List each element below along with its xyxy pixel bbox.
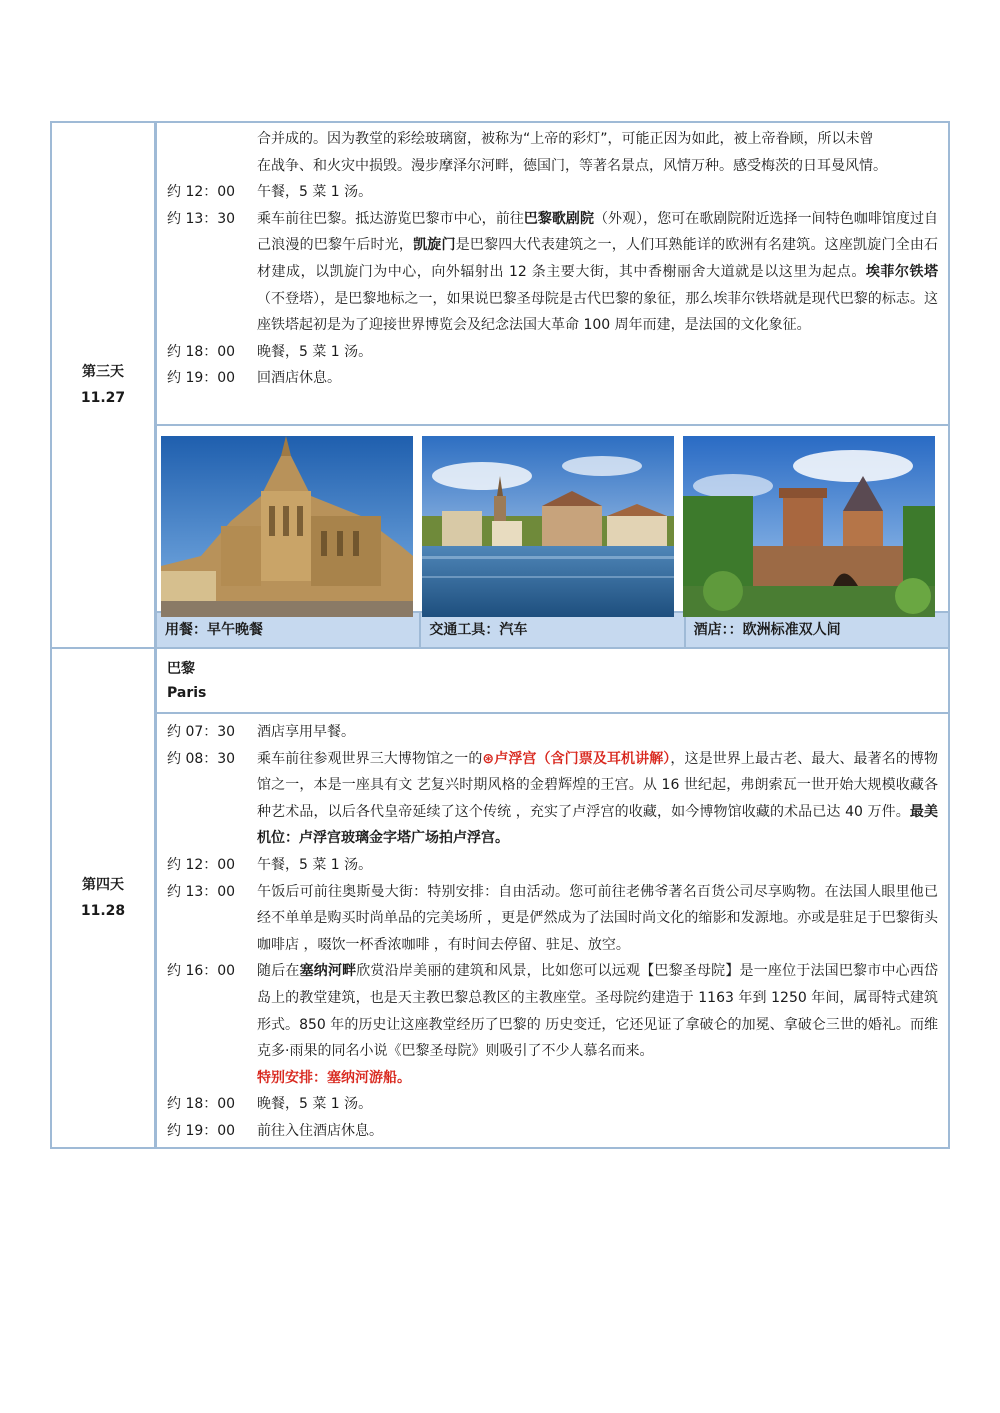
day3-content <box>157 123 948 647</box>
text: 乘车前往巴黎。抵达游览巴黎市中心，前往 <box>257 210 524 227</box>
schedule-desc: 酒店享用早餐。 <box>257 724 355 740</box>
special-arrangement: 特别安排：塞纳河游船。 <box>257 1069 411 1086</box>
schedule-item <box>167 879 938 959</box>
day4-section <box>50 649 950 1149</box>
city-name-en: Paris <box>167 685 207 701</box>
day3-intro-line1: 合并成的。因为教堂的彩绘玻璃窗，被称为“上帝的彩灯”，可能正因为如此，被上帝眷顾，所以未曾 <box>257 131 874 147</box>
schedule-item <box>167 746 938 852</box>
schedule-desc: 晚餐，5 菜 1 汤。 <box>257 1096 373 1113</box>
schedule-item <box>167 1091 938 1118</box>
text: ，这是世界上最古老、最大、最著名的博物馆之一，本是一座具有文 艺复兴时期风格的金碧辉煌的王宫。从 16 世纪起，弗朗索瓦一世开始大规模收藏各种艺术品，以后各代皇帝延续了这个传统 ，充实了卢浮宫的收藏，如今博物馆收藏的术品已达 40 万件。 <box>257 750 939 820</box>
seine-highlight: 塞纳河畔 <box>299 963 357 980</box>
schedule-desc: 前往入住酒店休息。 <box>257 1122 383 1139</box>
day4-content <box>157 649 948 1147</box>
schedule-item <box>167 852 938 879</box>
schedule-time: 约 16：00 <box>167 963 236 980</box>
schedule-item <box>167 1118 938 1145</box>
photo-spot-highlight: 最美机位：卢浮宫玻璃金字塔广场拍卢浮宫。 <box>257 803 938 847</box>
day3-label-cell <box>52 123 157 647</box>
day4-date: 11.28 <box>80 903 126 919</box>
schedule-time: 约 18：00 <box>167 1096 236 1113</box>
schedule-item <box>167 365 938 392</box>
arc-de-triomphe-highlight: 凯旋门 <box>413 237 456 254</box>
schedule-desc <box>257 746 938 852</box>
schedule-time: 约 12：00 <box>167 184 236 201</box>
photo-strip <box>157 426 948 613</box>
schedule-time: 约 19：00 <box>167 370 236 387</box>
schedule-desc: 晚餐，5 菜 1 汤。 <box>257 343 373 360</box>
schedule-desc: 午餐，5 菜 1 汤。 <box>257 856 373 873</box>
schedule-time: 约 18：00 <box>167 343 236 360</box>
schedule-time: 约 08：30 <box>167 750 236 767</box>
day4-label: 第四天 <box>82 877 124 893</box>
schedule-item <box>167 958 938 1091</box>
opera-house-highlight: 巴黎歌剧院 <box>523 210 595 227</box>
hotel-info: 酒店：：欧洲标准双人间 <box>693 622 841 638</box>
louvre-highlight: ⊛卢浮宫（含门票及耳机讲解） <box>482 750 671 767</box>
schedule-desc: 午餐，5 菜 1 汤。 <box>257 184 373 201</box>
schedule-desc: 午饭后可前往奥斯曼大街：特别安排：自由活动。您可前往老佛爷著名百货公司尽享购物。在法国人眼里他已经不单单是购买时尚单品的完美场所 ，更是俨然成为了法国时尚文化的缩影和发源地。亦或是驻足于巴黎街头咖啡店 ，啜饮一杯香浓咖啡 ，有时间去停留、驻足、放空。 <box>257 883 938 953</box>
meals-info: 用餐：早午晚餐 <box>157 613 421 647</box>
schedule-desc <box>257 958 938 1091</box>
schedule-time: 约 13：30 <box>167 210 236 227</box>
day4-city-header <box>157 649 948 714</box>
day3-section <box>50 121 950 649</box>
text: （不登塔），是巴黎地标之一，如果说巴黎圣母院是古代巴黎的象征，那么埃菲尔铁塔就是现代巴黎的标志。这座铁塔起初是为了迎接世界博览会及纪念法国大革命 100 周年而建，是法国的文化象征。 <box>257 290 938 334</box>
river-town-photo <box>422 436 674 617</box>
day3-intro-line2: 在战争、和火灾中损毁。漫步摩泽尔河畔，德国门，等著名景点，风情万种。感受梅茨的日耳曼风情。 <box>257 157 887 174</box>
eiffel-tower-highlight: 埃菲尔铁塔 <box>865 263 939 280</box>
text: 是巴黎四大代表建筑之一，人们耳熟能详的欧洲有名建筑。这座凯旋门全由石材建成，以凯旋门为中心，向外辐射出 12 条主要大街，其中香榭丽舍大道就是以这里为起点。 <box>257 237 939 280</box>
text: 随后在 <box>257 963 300 980</box>
city-name-cn: 巴黎 <box>167 661 195 677</box>
day3-schedule <box>157 123 948 426</box>
day3-label: 第三天 <box>82 364 124 380</box>
schedule-item <box>167 719 938 746</box>
text: （外观），您可在歌剧院附近选择一间特色咖啡馆度过自己浪漫的巴黎午后时光， <box>257 210 939 254</box>
day3-info-bar <box>157 613 948 647</box>
day3-date: 11.27 <box>80 390 126 406</box>
castle-gate-photo <box>683 436 935 617</box>
day4-label-cell <box>52 649 157 1147</box>
schedule-time: 约 07：30 <box>167 724 236 740</box>
transport-info: 交通工具：汽车 <box>421 613 685 647</box>
day4-schedule <box>157 714 948 1145</box>
schedule-time: 约 13：00 <box>167 883 236 900</box>
schedule-desc: 回酒店休息。 <box>257 370 341 387</box>
schedule-item <box>167 179 938 206</box>
cathedral-photo <box>161 436 413 617</box>
schedule-time: 约 19：00 <box>167 1122 236 1139</box>
text: 乘车前往参观世界三大博物馆之一的 <box>257 750 483 767</box>
schedule-item <box>167 206 938 339</box>
text: 欣赏沿岸美丽的建筑和风景，比如您可以远观【巴黎圣母院】是一座位于法国巴黎市中心西岱岛上的教堂建筑，也是天主教巴黎总教区的主教座堂。圣母院约建造于 1163 年到 1250 年间，属哥特式建筑形式。850 年的历史让这座教堂经历了巴黎的 历史变迁，它还见证了拿破仑的加冕、拿破仑三世的婚礼。而维克多·雨果的同名小说《巴黎圣母院》则吸引了不少人慕名而来。 <box>257 963 939 1060</box>
schedule-item <box>167 339 938 366</box>
schedule-desc <box>257 206 938 339</box>
schedule-time: 约 12：00 <box>167 856 236 873</box>
